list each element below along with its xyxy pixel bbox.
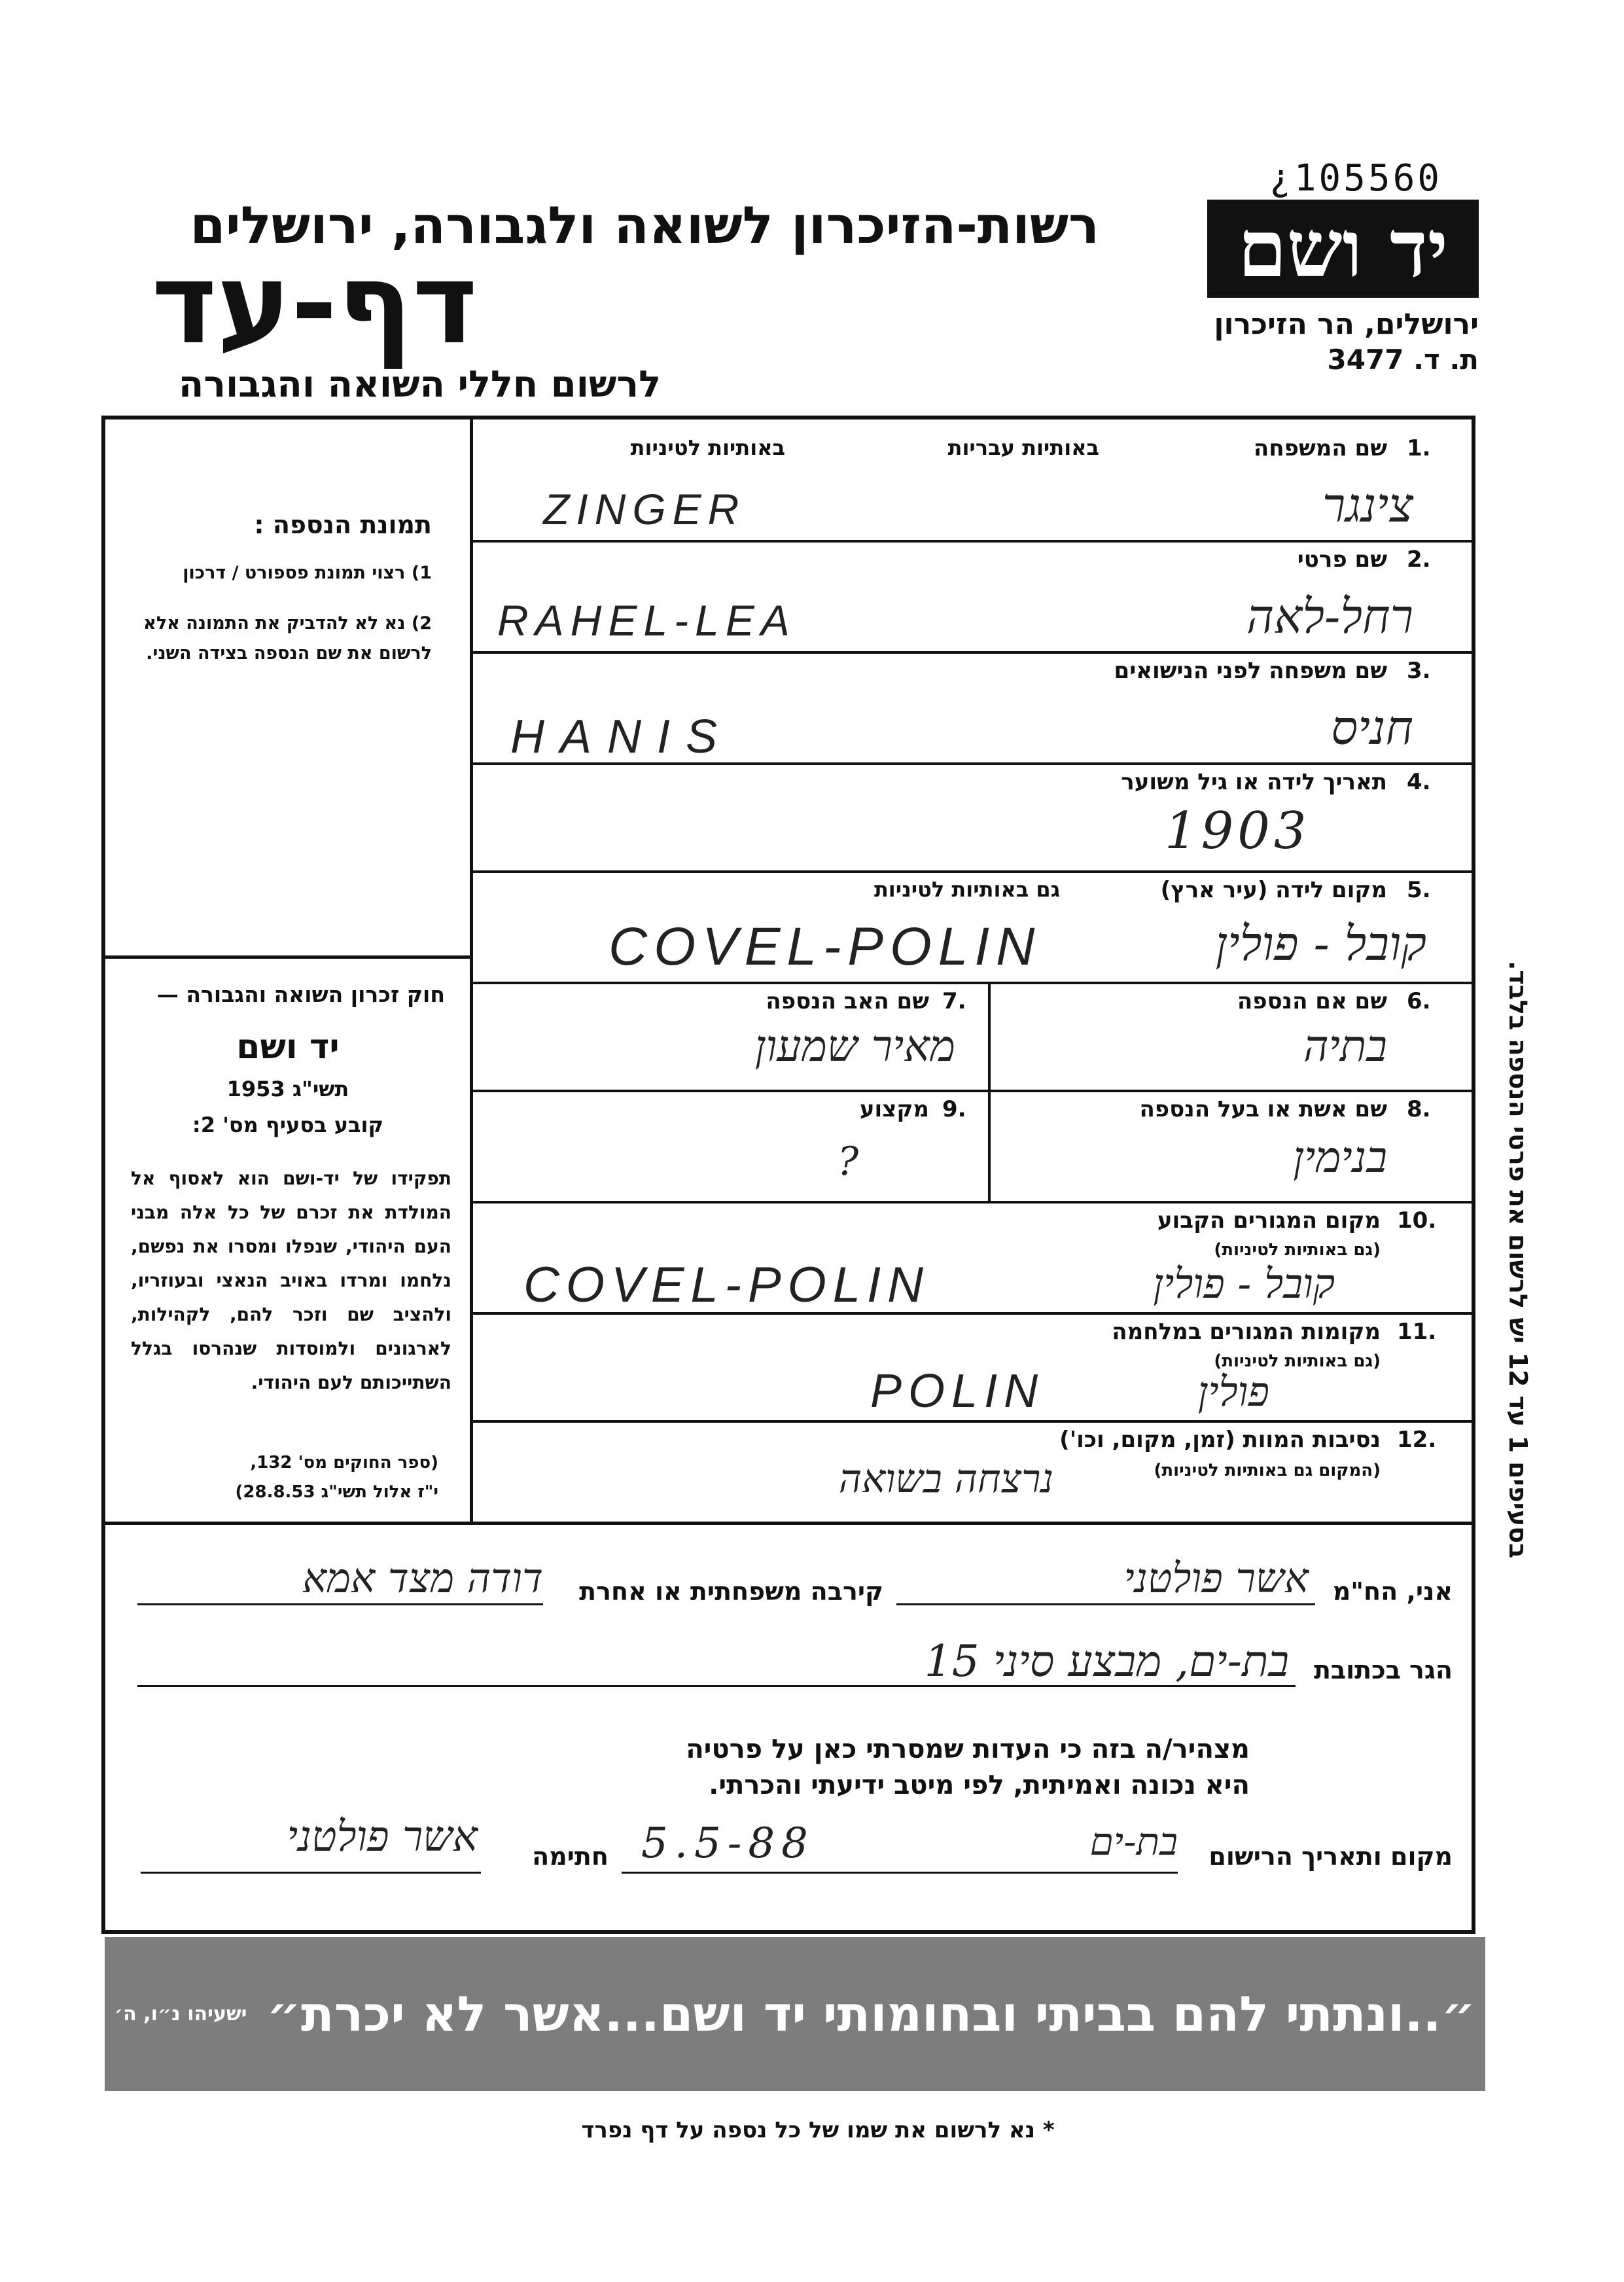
field-2-number: 2.	[1407, 546, 1431, 573]
field-10-value-hebrew: קובל - פולין	[1153, 1260, 1335, 1308]
law-year: תשי"ג 1953	[226, 1077, 349, 1101]
field-2-value-hebrew: רחל-לאה	[1246, 589, 1413, 644]
column-divider	[470, 419, 473, 1525]
field-8-number: 8.	[1407, 1096, 1431, 1122]
banner-quote: ״..ונתתי להם בביתי ובחומותי יד ושם...אשר לא יכרת״	[266, 1986, 1476, 2042]
field-10-value-latin: COVEL-POLIN	[523, 1257, 930, 1313]
law-body: תפקידו של יד-ושם הוא לאסוף אל המולדת את זכרם של כל אלה מבני העם היהודי, שנפלו ומסרו את נפשם, נלחמו ומרדו באויב הנאצי ובעוזריו, ולהציב שם וזכר להם, לקהילות, לארגונים ולמוסדות שנהרסו בגלל השתייכותם לעם היהודי.	[131, 1168, 451, 1393]
photo-box-title: תמונת הנספה :	[254, 510, 432, 539]
field-7-label: שם האב הנספה	[766, 988, 929, 1014]
field-7-number: 7.	[942, 988, 966, 1014]
field-1-number: 1.	[1407, 435, 1431, 461]
document-number: ¿105560	[1269, 157, 1443, 200]
side-note: בסעיפים 1 עד 12 יש לרשום את פרטי הנספה בלבד.	[1504, 961, 1532, 1559]
field-3-value-latin: HANIS	[510, 711, 733, 763]
field-11-value-hebrew: פולין	[1197, 1368, 1269, 1416]
page-subtitle: לרשום חללי השואה והגבורה	[178, 363, 661, 406]
field-8-label: שם אשת או בעל הנספה	[1139, 1096, 1387, 1122]
relation-value: דודה מצד אמא	[302, 1554, 543, 1602]
field-10-label: מקום המגורים הקבוע	[1157, 1207, 1381, 1234]
left-panel-divider	[105, 955, 471, 959]
registration-date: 5.5-88	[641, 1819, 815, 1868]
field-12-value: נרצחה בשואה	[838, 1456, 1053, 1502]
photo-note-1: 1) רצוי תמונת פספורט / דרכון	[183, 563, 432, 583]
field-11-value-latin: POLIN	[870, 1365, 1045, 1417]
field-9-label: מקצוע	[859, 1096, 929, 1122]
address-label: הגר בכתובת	[1313, 1656, 1453, 1685]
field-3-label: שם משפחה לפני הנישואים	[1114, 658, 1387, 684]
row-line	[473, 982, 1472, 984]
field-2-value-latin: RAHEL-LEA	[497, 596, 796, 645]
signature-label: חתימה	[532, 1842, 609, 1871]
signature: אשר פולטני	[287, 1813, 478, 1861]
registration-place: בת-ים	[1089, 1819, 1178, 1864]
declaration-statement-2: היא נכונה ואמיתית, לפי מיטב ידיעתי והכרתי.	[709, 1770, 1250, 1800]
field-1-col-latin: באותיות לטיניות	[630, 435, 785, 460]
yad-vashem-logo: יד ושם	[1207, 200, 1479, 298]
field-4-value: 1903	[1165, 802, 1311, 861]
field-6-value: בתיה	[1303, 1021, 1387, 1071]
row-split-line	[988, 982, 991, 1201]
declarant-name: אשר פולטני	[1123, 1554, 1309, 1602]
law-clause: קובע בסעיף מס' 2:	[192, 1113, 384, 1137]
declaration-i-label: אני, הח"מ	[1332, 1577, 1453, 1606]
field-1-label: שם המשפחה	[1253, 435, 1387, 461]
field-3-value-hebrew: חניס	[1331, 700, 1413, 755]
relation-underline	[137, 1603, 543, 1605]
field-12-number: 12.	[1397, 1427, 1437, 1453]
quote-banner	[105, 1937, 1485, 2091]
place-date-underline	[622, 1872, 1178, 1874]
field-11-label-latin: (גם באותיות לטיניות)	[1214, 1351, 1381, 1371]
fields-bottom-line	[105, 1522, 1472, 1525]
field-5-number: 5.	[1407, 877, 1431, 903]
relation-label: קירבה משפחתית או אחרת	[579, 1577, 883, 1606]
field-9-number: 9.	[942, 1096, 966, 1122]
field-5-value-latin: COVEL-POLIN	[609, 917, 1042, 976]
field-5-label-latin: גם באותיות לטיניות	[874, 877, 1060, 902]
field-11-label: מקומות המגורים במלחמה	[1112, 1319, 1381, 1345]
field-8-value: בנימין	[1293, 1132, 1387, 1183]
declaration-statement-1: מצהיר/ה בזה כי העדות שמסרתי כאן על פרטיה	[686, 1734, 1250, 1764]
law-org: יד ושם	[236, 1027, 340, 1067]
field-7-value: מאיר שמעון	[754, 1021, 955, 1071]
law-source-2: י"ז אלול תשי"ג 28.8.53)	[235, 1482, 438, 1502]
footer-note: * נא לרשום את שמו של כל נספה על דף נפרד	[581, 2117, 1055, 2143]
row-line	[473, 540, 1472, 543]
field-4-label: תאריך לידה או גיל משוער	[1121, 769, 1387, 795]
law-source-1: (ספר החוקים מס' 132,	[250, 1453, 438, 1472]
name-underline	[896, 1603, 1315, 1605]
field-6-label: שם אם הנספה	[1237, 988, 1387, 1014]
field-12-label: נסיבות המוות (זמן, מקום, וכו')	[1059, 1427, 1381, 1453]
authority-line: רשות-הזיכרון לשואה ולגבורה, ירושלים	[190, 196, 1099, 255]
field-1-value-latin: ZINGER	[543, 485, 746, 533]
field-5-label: מקום לידה (עיר ארץ)	[1160, 877, 1387, 903]
law-heading: חוק זכרון השואה והגבורה —	[156, 982, 445, 1007]
row-line	[473, 651, 1472, 654]
signature-underline	[141, 1872, 481, 1874]
field-3-number: 3.	[1407, 658, 1431, 684]
banner-source: ישעיהו נ״ו, ה׳	[114, 2003, 247, 2025]
address-value: בת-ים, מבצע סיני 15	[924, 1636, 1289, 1686]
field-1-value-hebrew: צינגר	[1322, 478, 1413, 533]
po-box: ת. ד. 3477	[1327, 344, 1479, 376]
field-2-label: שם פרטי	[1297, 546, 1387, 573]
field-6-number: 6.	[1407, 988, 1431, 1014]
field-4-number: 4.	[1407, 769, 1431, 795]
photo-note-2: 2) נא לא להדביק את התמונה אלא לרשום את שם הנספה בצידה השני.	[143, 613, 432, 664]
page-title: דף-עד	[151, 240, 478, 369]
place-date-label: מקום ותאריך הרישום	[1209, 1842, 1453, 1871]
row-line	[473, 1420, 1472, 1423]
field-12-label-latin: (המקום גם באותיות לטיניות)	[1154, 1461, 1381, 1480]
field-10-label-latin: (גם באותיות לטיניות)	[1214, 1240, 1381, 1260]
field-9-value: ?	[838, 1139, 859, 1185]
logo-address: ירושלים, הר הזיכרון	[1214, 308, 1479, 341]
field-11-number: 11.	[1397, 1319, 1437, 1345]
field-1-col-hebrew: באותיות עבריות	[947, 435, 1099, 460]
field-5-value-hebrew: קובל - פולין	[1215, 916, 1426, 971]
row-line	[473, 1090, 1472, 1092]
field-10-number: 10.	[1397, 1207, 1437, 1234]
row-line	[473, 870, 1472, 873]
row-line	[473, 1201, 1472, 1203]
